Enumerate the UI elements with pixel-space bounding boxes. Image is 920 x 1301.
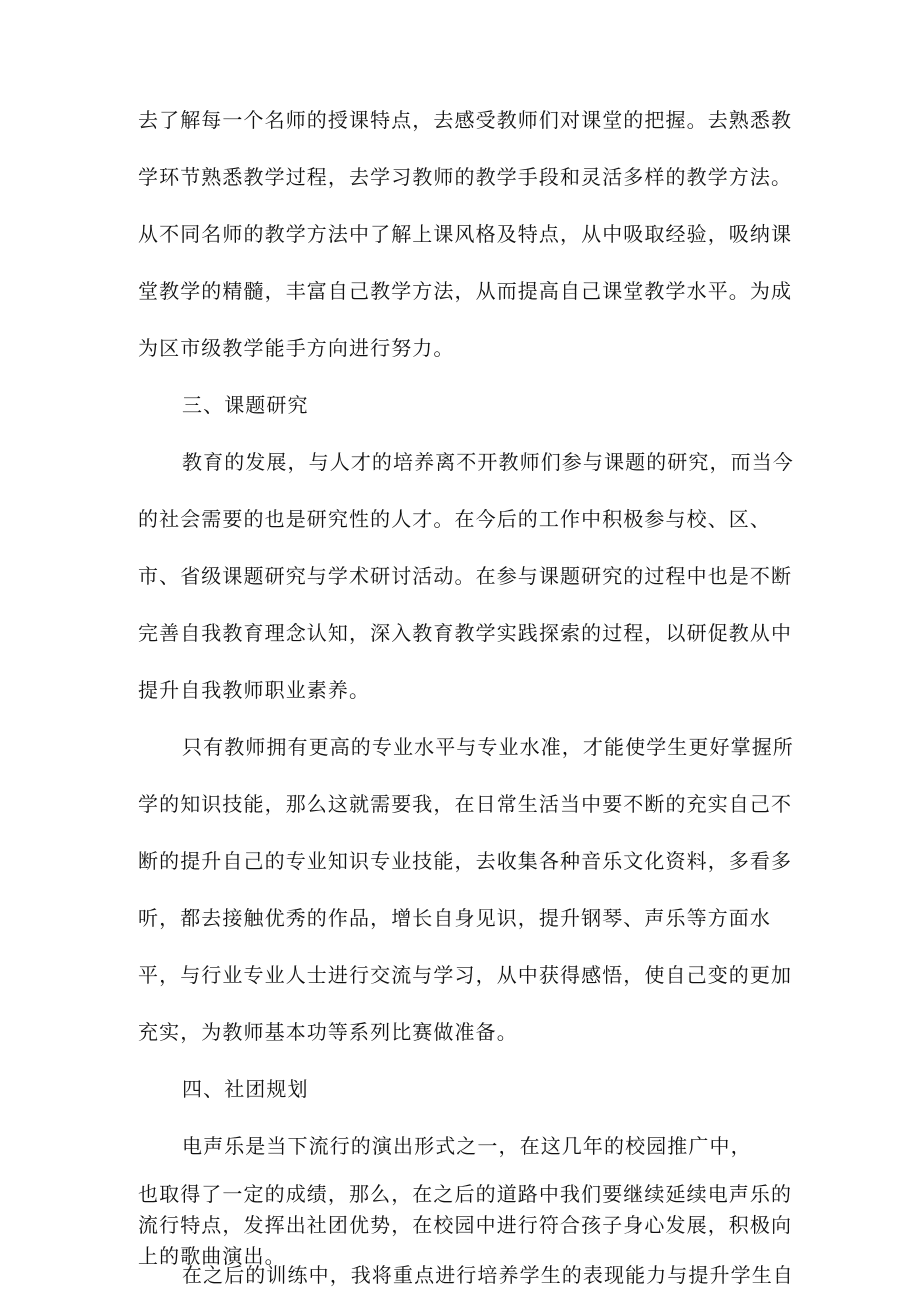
body-line: 市、省级课题研究与学术研讨活动。在参与课题研究的过程中也是不断 — [138, 564, 793, 588]
body-line: 堂教学的精髓，丰富自己教学方法，从而提高自己课堂教学水平。为成 — [138, 279, 793, 303]
body-line: 只有教师拥有更高的专业水平与专业水准，才能使学生更好掌握所 — [182, 735, 794, 759]
body-line: 为区市级教学能手方向进行努力。 — [138, 336, 455, 360]
body-line: 也取得了一定的成绩，那么，在之后的道路中我们要继续延续电声乐的 — [138, 1182, 793, 1206]
body-line: 学的知识技能，那么这就需要我，在日常生活当中要不断的充实自己不 — [138, 792, 793, 816]
body-line: 去了解每一个名师的授课特点，去感受教师们对课堂的把握。去熟悉教 — [138, 108, 793, 132]
section-heading: 三、课题研究 — [182, 393, 309, 417]
body-line: 平，与行业专业人士进行交流与学习，从中获得感悟，使自己变的更加 — [138, 963, 793, 987]
body-line: 上的歌曲演出。 — [138, 1244, 286, 1268]
body-line: 教育的发展，与人才的培养离不开教师们参与课题的研究，而当今 — [182, 450, 794, 474]
body-line: 听，都去接触优秀的作品，增长自身见识，提升钢琴、声乐等方面水 — [138, 906, 771, 930]
body-line: 在之后的训练中，我将重点进行培养学生的表现能力与提升学生自 — [182, 1263, 794, 1287]
body-line: 流行特点，发挥出社团优势，在校园中进行符合孩子身心发展，积极向 — [138, 1213, 793, 1237]
body-line: 电声乐是当下流行的演出形式之一，在这几年的校园推广中， — [182, 1134, 752, 1158]
body-line: 充实，为教师基本功等系列比赛做准备。 — [138, 1020, 518, 1044]
body-line: 的社会需要的也是研究性的人才。在今后的工作中积极参与校、区、 — [138, 507, 771, 531]
body-line: 断的提升自己的专业知识专业技能，去收集各种音乐文化资料，多看多 — [138, 849, 793, 873]
body-line: 完善自我教育理念认知，深入教育教学实践探索的过程，以研促教从中 — [138, 621, 793, 645]
body-line: 学环节熟悉教学过程，去学习教师的教学手段和灵活多样的教学方法。 — [138, 165, 793, 189]
body-line: 提升自我教师职业素养。 — [138, 678, 371, 702]
section-heading: 四、社团规划 — [182, 1077, 309, 1101]
body-line: 从不同名师的教学方法中了解上课风格及特点，从中吸取经验，吸纳课 — [138, 222, 793, 246]
